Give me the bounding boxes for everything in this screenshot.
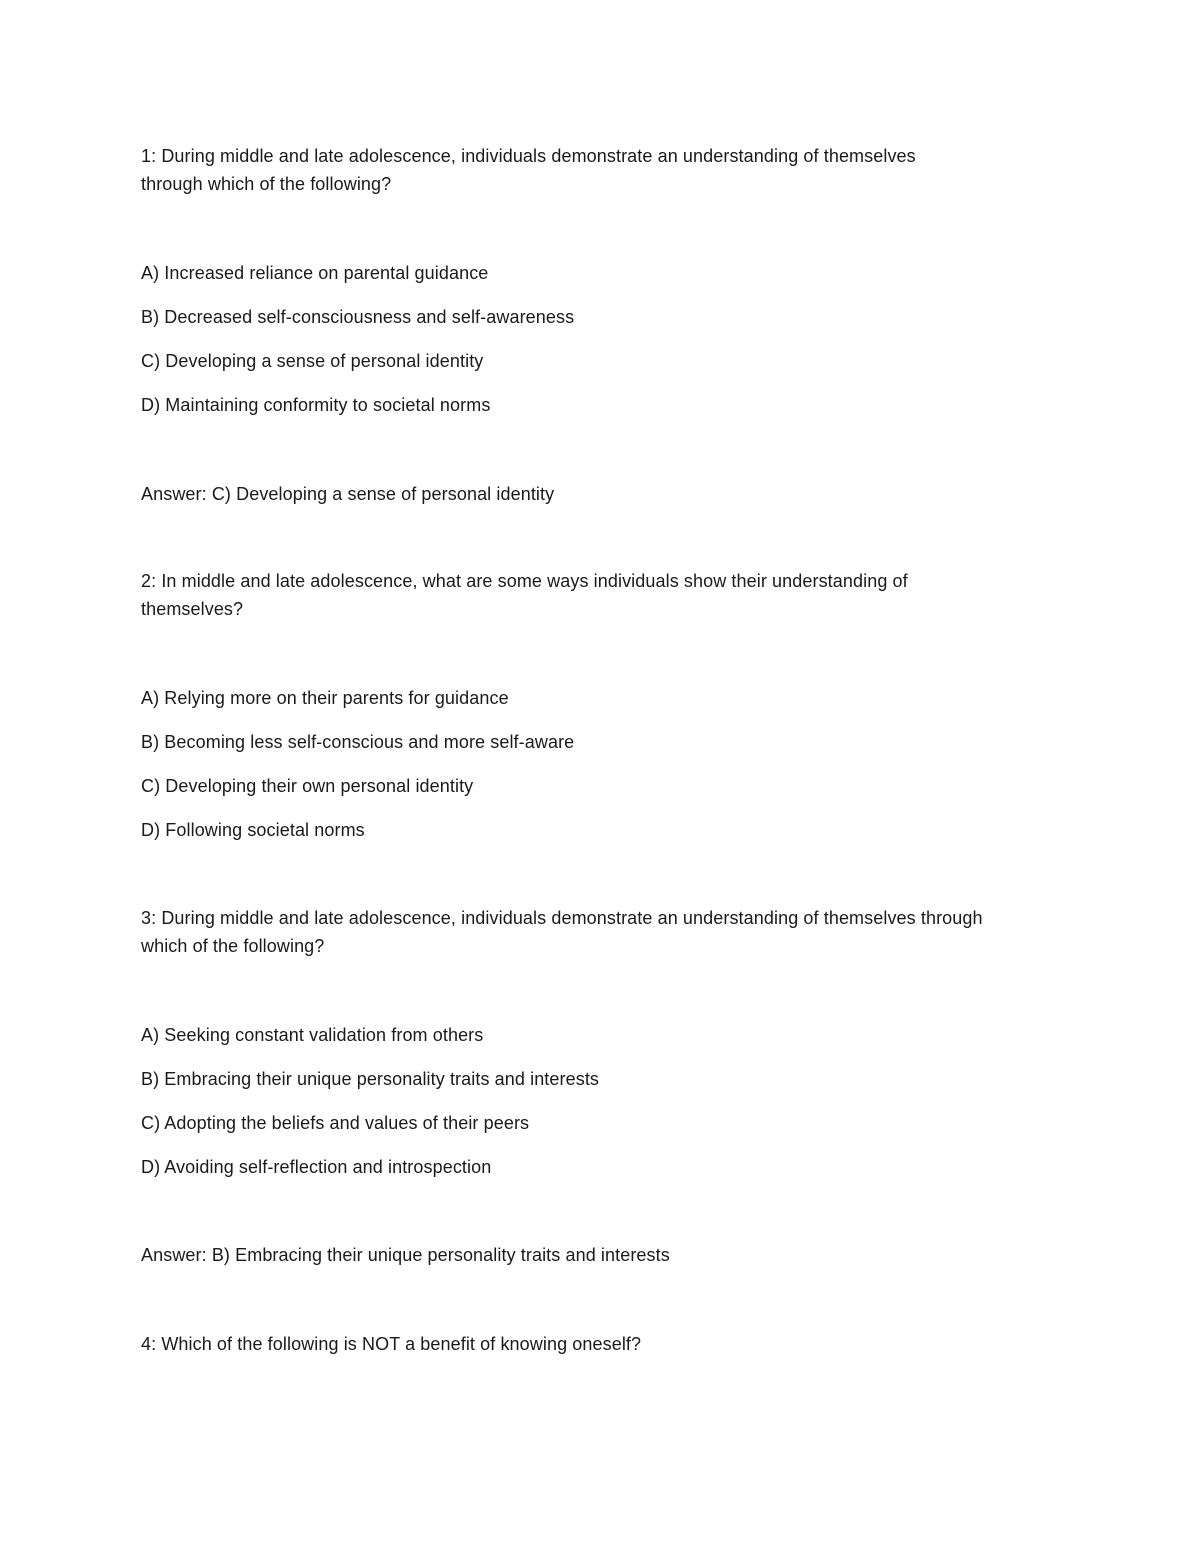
question-3-option-b: B) Embracing their unique personality traits and interests bbox=[141, 1069, 600, 1089]
question-3-option-a: A) Seeking constant validation from others bbox=[141, 1025, 484, 1045]
question-3-option-d: D) Avoiding self-reflection and introspection bbox=[141, 1157, 492, 1177]
question-1-answer: Answer: C) Developing a sense of personal identity bbox=[141, 484, 555, 504]
question-2-option-d: D) Following societal norms bbox=[141, 820, 365, 840]
question-1-option-a: A) Increased reliance on parental guidance bbox=[141, 263, 489, 283]
question-3-answer: Answer: B) Embracing their unique personality traits and interests bbox=[141, 1245, 670, 1265]
question-2-text-line-1: 2: In middle and late adolescence, what are some ways individuals show their understanding of bbox=[141, 571, 908, 591]
question-2-option-c: C) Developing their own personal identity bbox=[141, 776, 474, 796]
question-3-option-c: C) Adopting the beliefs and values of their peers bbox=[141, 1113, 530, 1133]
question-4-text-line-1: 4: Which of the following is NOT a benefit of knowing oneself? bbox=[141, 1334, 642, 1354]
question-1-text-line-1: 1: During middle and late adolescence, individuals demonstrate an understanding of themselves bbox=[141, 146, 916, 166]
question-3-text-line-1: 3: During middle and late adolescence, individuals demonstrate an understanding of themselves through bbox=[141, 908, 983, 928]
question-1-option-d: D) Maintaining conformity to societal norms bbox=[141, 395, 491, 415]
question-1-option-b: B) Decreased self-consciousness and self-awareness bbox=[141, 307, 575, 327]
question-1-option-c: C) Developing a sense of personal identity bbox=[141, 351, 484, 371]
question-2-text-line-2: themselves? bbox=[141, 599, 244, 619]
question-2-option-a: A) Relying more on their parents for guidance bbox=[141, 688, 509, 708]
question-1-text-line-2: through which of the following? bbox=[141, 174, 392, 194]
question-2-option-b: B) Becoming less self-conscious and more self-aware bbox=[141, 732, 575, 752]
question-3-text-line-2: which of the following? bbox=[141, 936, 325, 956]
